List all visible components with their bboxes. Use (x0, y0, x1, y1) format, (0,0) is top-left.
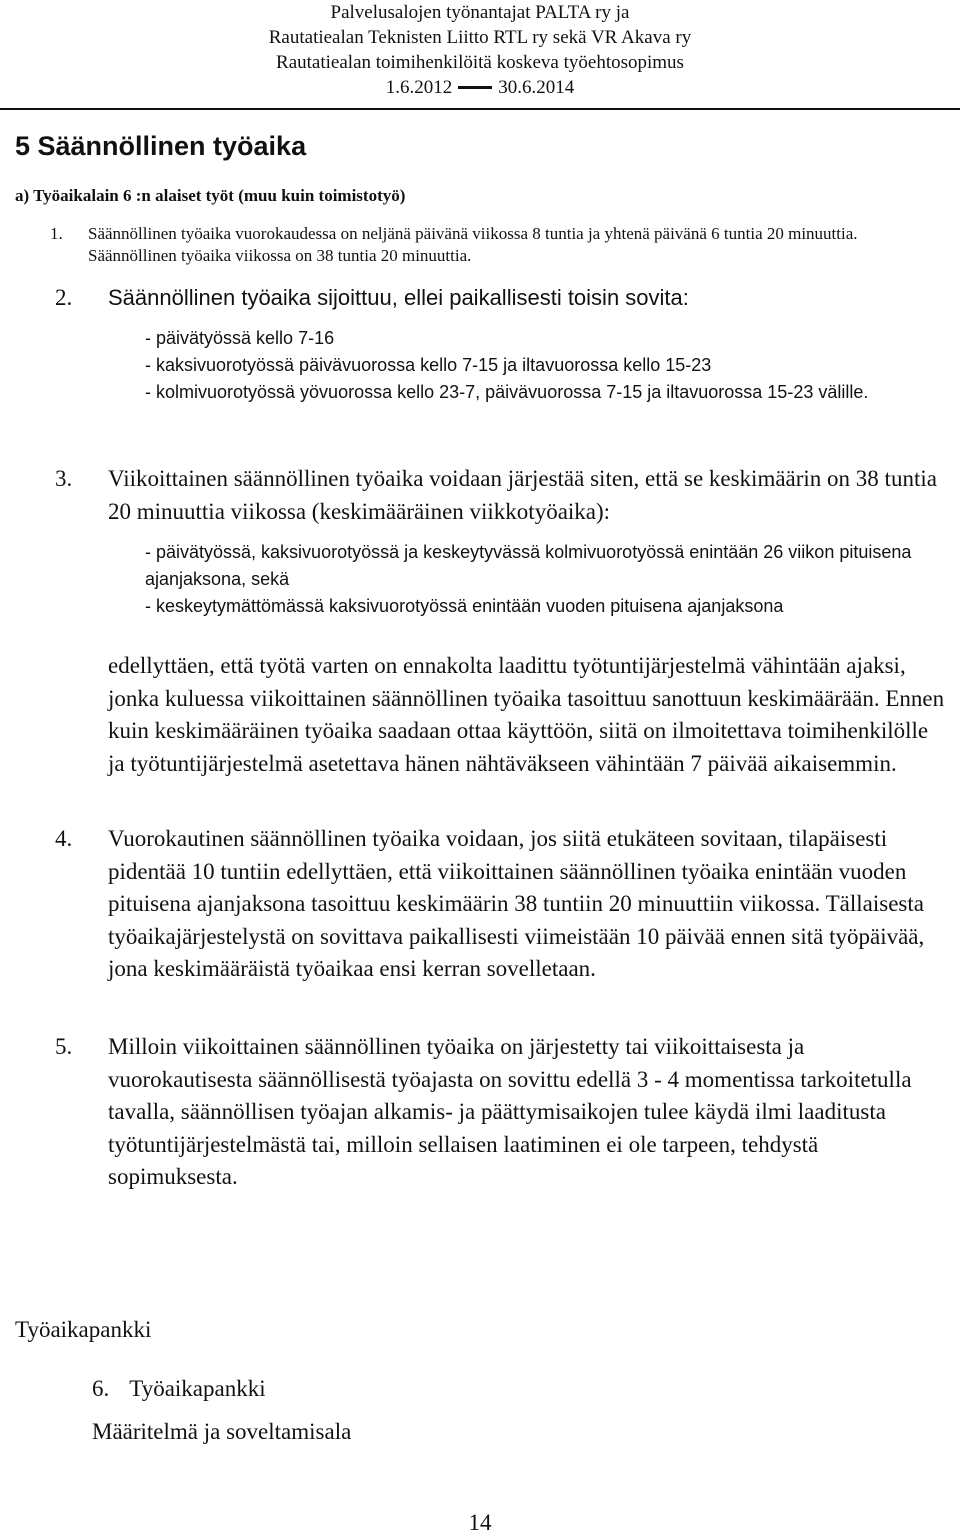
header-text-block (160, 0, 800, 100)
item-text: Milloin viikoittainen säännöllinen työaika on järjestetty tai viikoittaisesta ja vuorokautisesta säännöllisestä työajasta on sovittu edellä 3 - 4 momentissa tarkoitetulla tavalla, säännöllisen työajan alkamis- ja päättymisaikojen tulee käydä ilmi laaditusta työtuntijärjestelmästä tai, milloin sellaisen laatiminen ei ole tarpeen, tehdystä sopimuksesta. (108, 1034, 912, 1189)
item-text: Viikoittainen säännöllinen työaika voidaan järjestää siten, että se keskimäärin on 38 tuntia 20 minuuttia viikossa (keskimääräinen viikkotyöaika): (108, 466, 937, 524)
date-end: 30.6.2014 (498, 77, 575, 98)
item-number: 4. (55, 826, 73, 851)
header-line-2: Rautatiealan Teknisten Liitto RTL ry sekä VR Akava ry (268, 27, 692, 48)
item-number: 2. (55, 285, 73, 310)
header-line-3: Rautatiealan toimihenkilöitä koskeva työehtosopimus (276, 52, 684, 73)
list-item-2 (55, 282, 935, 314)
list-item-4 (55, 823, 948, 986)
item-2-bullets (145, 325, 935, 406)
item-text: Säännöllinen työaika vuorokaudessa on neljänä päivänä viikossa 8 tuntia ja yhtenä päivänä 6 tuntia 20 minuuttia. Säännöllinen työaika viikossa on 38 tuntia 20 minuuttia. (88, 224, 858, 265)
item-number: 1. (50, 224, 63, 243)
header-divider (0, 108, 960, 110)
list-item-3 (55, 463, 948, 528)
item-text: Vuorokautinen säännöllinen työaika voidaan, jos siitä etukäteen sovitaan, tilapäisesti pidentää 10 tuntiin edellyttäen, että viikoittainen säännöllinen työaika enintään vuoden pituisena ajanjaksona tasoittuu keskimäärin 38 tuntiin 20 minuuttiin viikossa. Tällaisesta työaikajärjestelystä on sovittava paikallisesti viimeistään 10 päivää ennen sitä työpäivää, jona keskimääräistä työaikaa ensi kerran sovelletaan. (108, 826, 925, 981)
header-line-1: Palvelusalojen työnantajat PALTA ry ja (330, 2, 630, 23)
item-3-bullets (145, 539, 925, 620)
item-3-continuation: edellyttäen, että työtä varten on ennakolta laadittu työtuntijärjestelmä vähintään ajaksi, jonka kuluessa viikoittainen säännöllinen työaika tasoittuu sanottuun keskimäärään. Ennen kuin keskimääräinen työaika saadaan ottaa käyttöön, siitä on ilmoitettava toimihenkilölle ja työtuntijärjestelmä asetettava hänen nähtäväkseen vähintään 7 päivää aikaisemmin. (108, 653, 945, 776)
subheading-a: a) Työaikalain 6 :n alaiset työt (muu kuin toimistotyö) (15, 186, 406, 205)
tyoaikapankki-heading: Työaikapankki (15, 1317, 152, 1342)
definition-heading: Määritelmä ja soveltamisala (92, 1419, 352, 1444)
date-dash (458, 86, 492, 89)
list-item-5 (55, 1031, 948, 1194)
date-start: 1.6.2012 (385, 77, 453, 98)
bullet-line: - päivätyössä kello 7-16 (145, 328, 335, 348)
header-date-range (160, 75, 800, 100)
bullet-line: - keskeytymättömässä kaksivuorotyössä enintään vuoden pituisena ajanjaksona (145, 596, 784, 616)
section-title: 5 Säännöllinen työaika (15, 131, 307, 161)
item-number: 5. (55, 1034, 73, 1059)
bullet-line: - päivätyössä, kaksivuorotyössä ja keskeytyvässä kolmivuorotyössä enintään 26 viikon pituisena ajanjaksona, sekä (145, 542, 912, 589)
page-number: 14 (468, 1510, 492, 1535)
tyoaikapankki-item-6 (92, 1373, 266, 1405)
bullet-line: - kolmivuorotyössä yövuorossa kello 23-7, päivävuorossa 7-15 ja iltavuorossa 15-23 välille. (145, 382, 869, 402)
list-item-1 (50, 223, 950, 267)
page-header (0, 0, 960, 110)
item-text: Säännöllinen työaika sijoittuu, ellei paikallisesti toisin sovita: (108, 285, 689, 310)
item-number: 3. (55, 466, 73, 491)
item-title: Työaikapankki (129, 1376, 266, 1401)
item-number: 6. (92, 1376, 110, 1401)
bullet-line: - kaksivuorotyössä päivävuorossa kello 7-15 ja iltavuorossa kello 15-23 (145, 355, 712, 375)
